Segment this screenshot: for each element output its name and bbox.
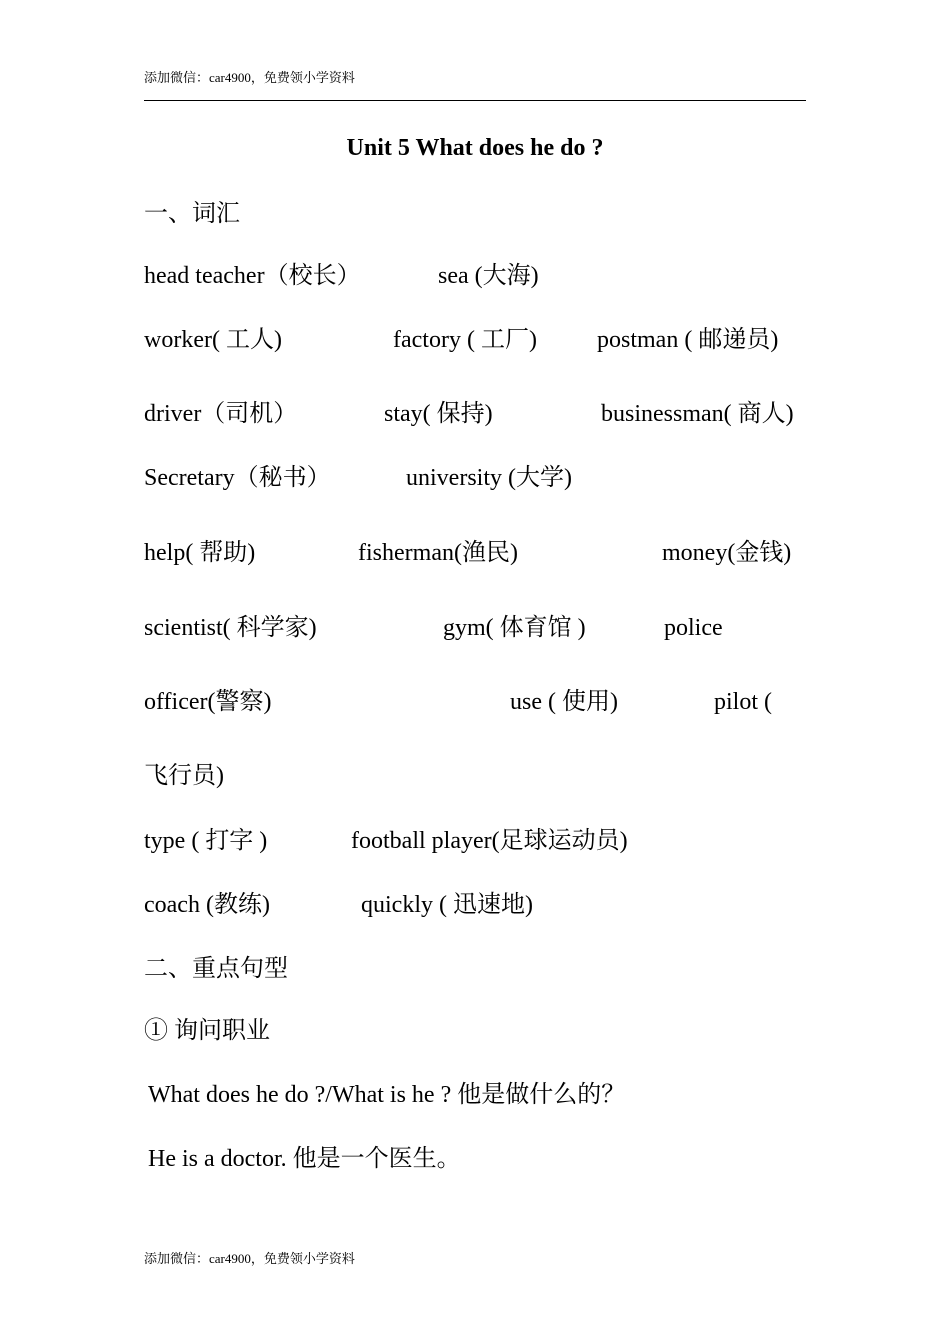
section-heading-key-sentences: 二、重点句型: [144, 956, 288, 982]
vocab-item: fisherman(渔民): [358, 540, 518, 566]
vocab-item: officer(警察): [144, 689, 272, 715]
page-title: Unit 5 What does he do ?: [346, 135, 604, 161]
vocab-item: university (大学): [406, 465, 572, 491]
vocab-item: money(金钱): [662, 540, 792, 566]
vocab-item: stay( 保持): [384, 401, 493, 427]
vocab-item: gym( 体育馆 ): [443, 615, 586, 641]
vocab-item: 飞行员): [144, 763, 224, 789]
vocab-item: scientist( 科学家): [144, 615, 317, 641]
vocab-item: driver（司机）: [144, 401, 298, 427]
page-header: 添加微信：car4900，免费领小学资料: [144, 70, 355, 85]
vocab-item: quickly ( 迅速地): [361, 892, 533, 918]
example-sentence: What does he do ?/What is he ? 他是做什么的？: [148, 1082, 626, 1108]
section-heading-vocabulary: 一、词汇: [144, 201, 240, 227]
vocab-item: factory ( 工厂): [393, 327, 537, 353]
vocab-item: help( 帮助): [144, 540, 256, 566]
vocab-item: Secretary（秘书）: [144, 465, 331, 491]
vocab-item: football player(足球运动员): [351, 828, 628, 854]
vocab-item: businessman( 商人): [601, 401, 794, 427]
vocab-item: use ( 使用): [510, 689, 618, 715]
header-divider: [144, 100, 806, 101]
vocab-item: postman ( 邮递员): [597, 327, 779, 353]
vocab-item: police: [664, 615, 723, 641]
vocab-item: coach (教练): [144, 892, 270, 918]
vocab-item: head teacher（校长）: [144, 263, 361, 289]
vocab-item: type ( 打字 ): [144, 828, 268, 854]
example-sentence: He is a doctor. 他是一个医生。: [148, 1146, 461, 1172]
subsection-heading: ① 询问职业: [144, 1018, 270, 1044]
vocab-item: worker( 工人): [144, 327, 282, 353]
vocab-item: pilot (: [714, 689, 772, 715]
page-footer: 添加微信：car4900，免费领小学资料: [144, 1251, 355, 1266]
vocab-item: sea (大海): [438, 263, 539, 289]
